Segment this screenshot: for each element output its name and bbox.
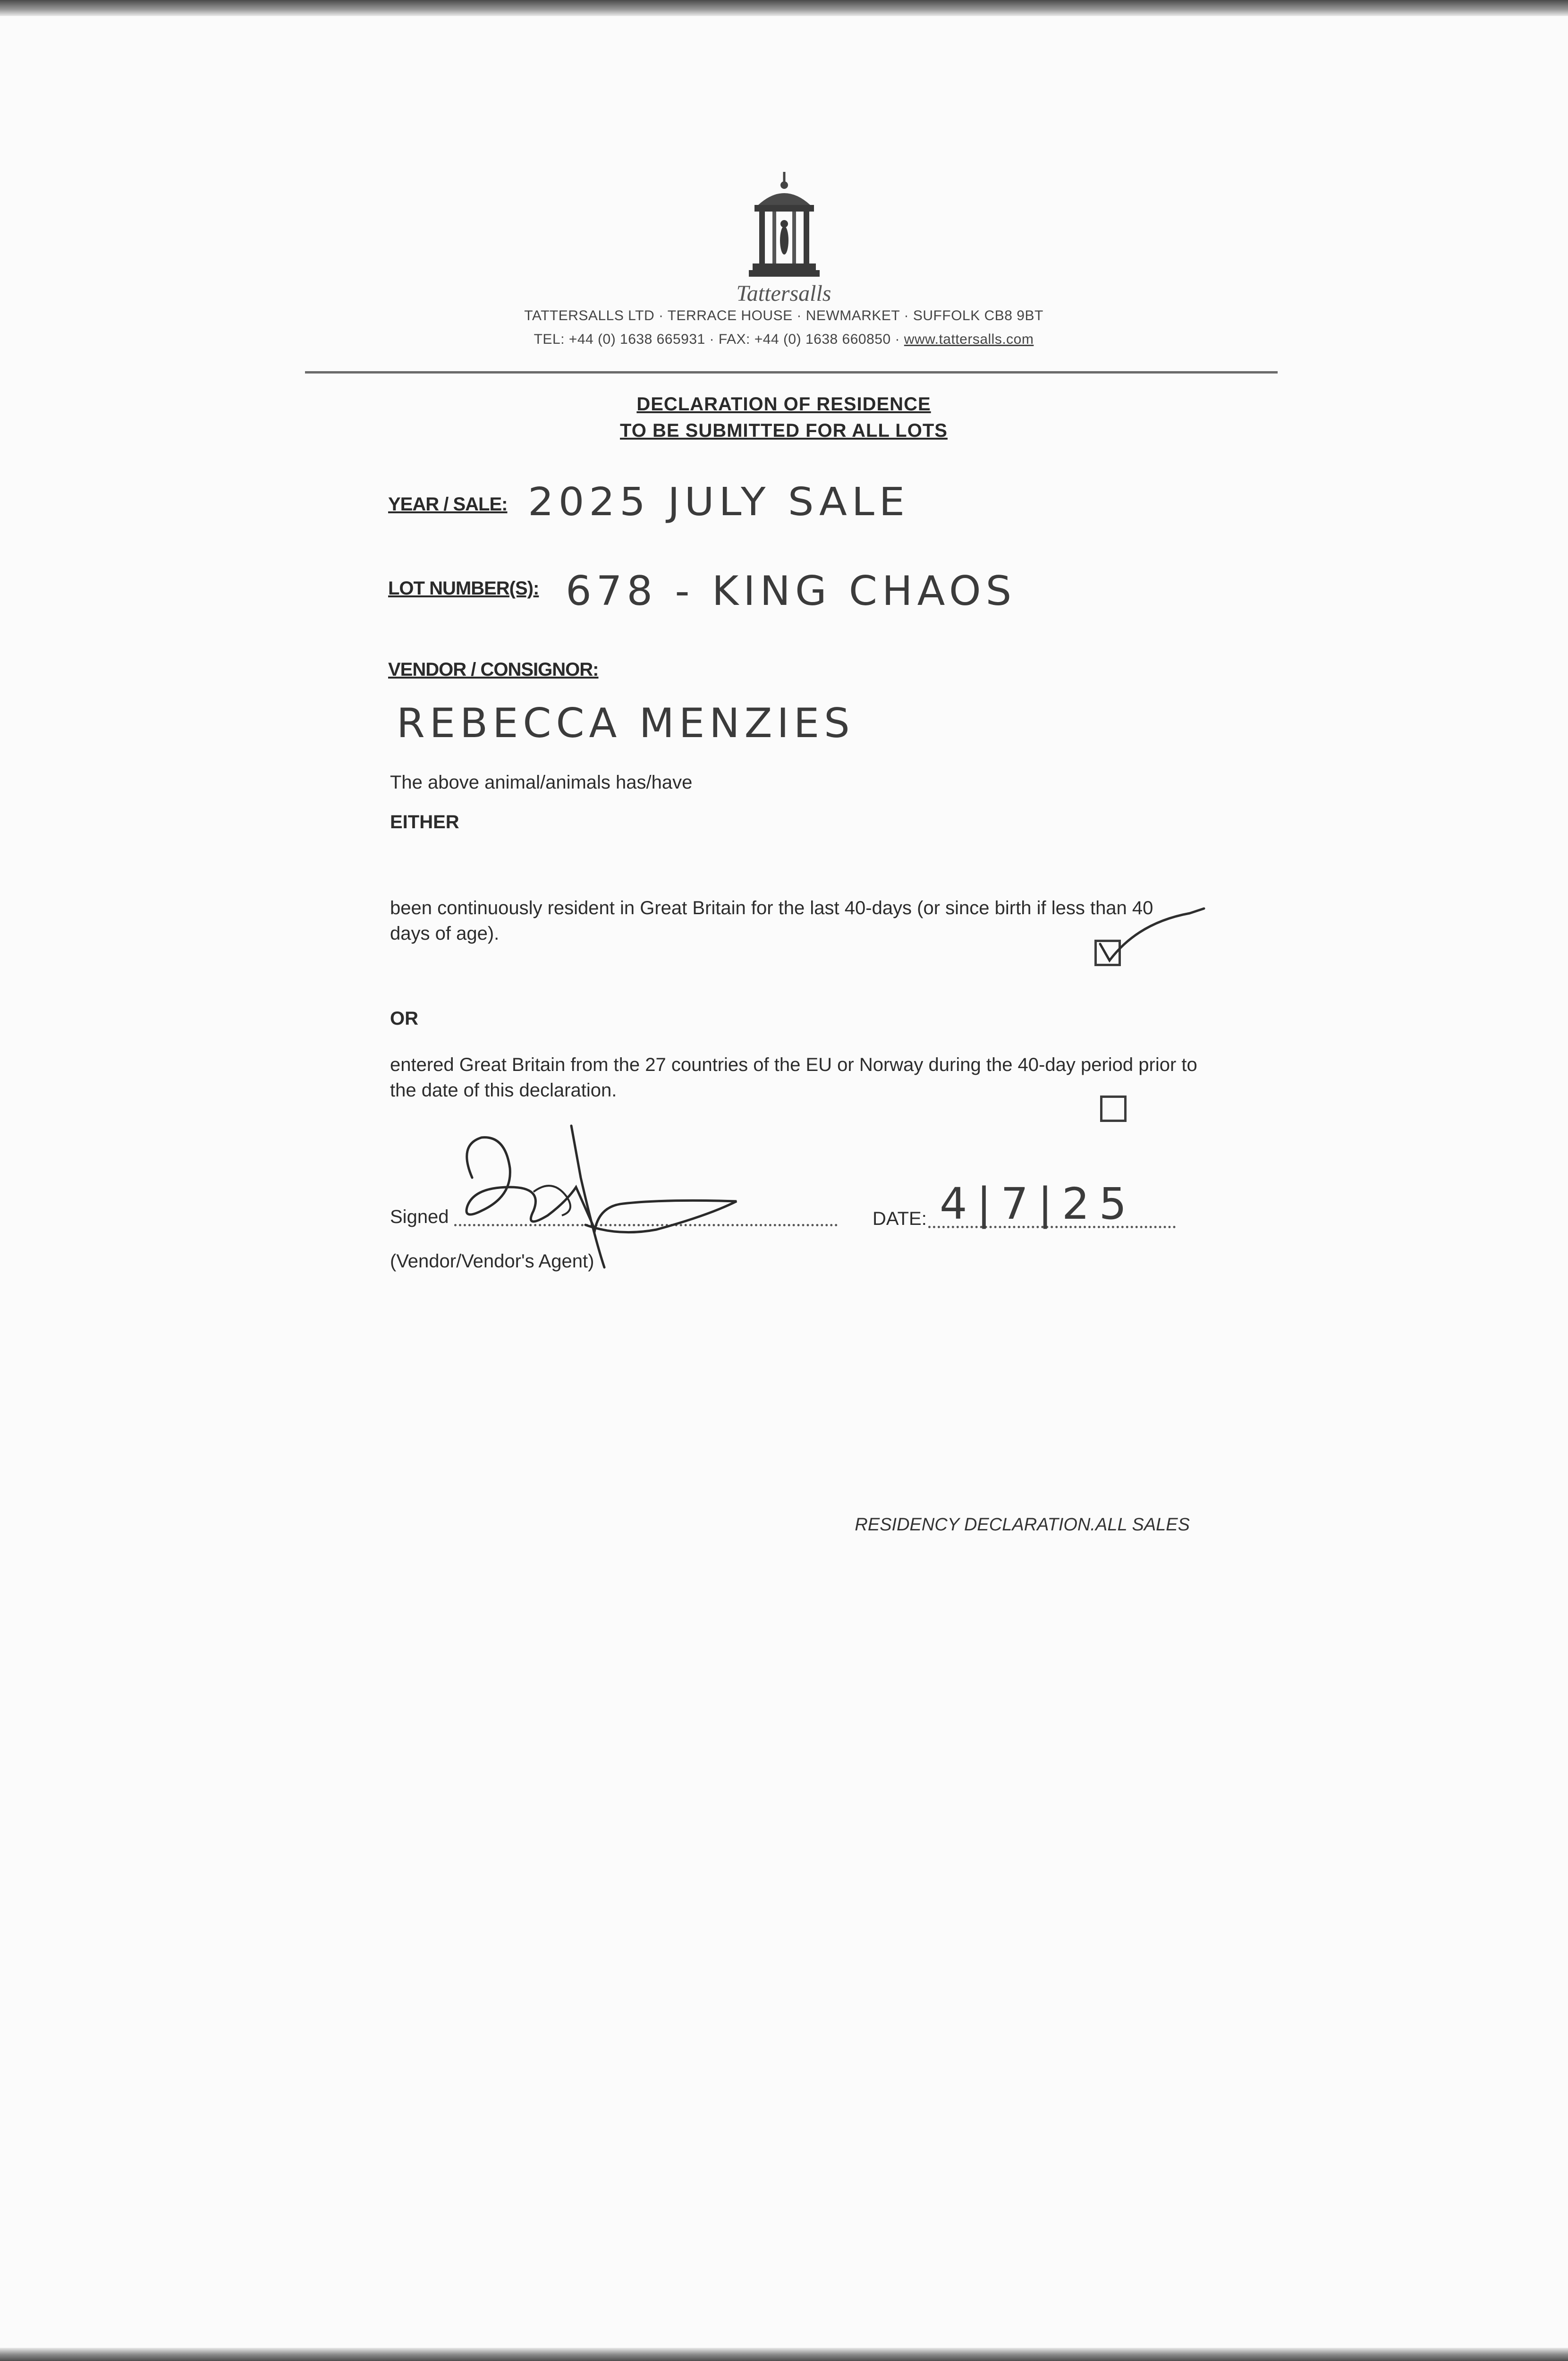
- lot-number-value: 678 - KING CHAOS: [566, 568, 1017, 615]
- scan-edge-bottom: [0, 2348, 1568, 2361]
- signed-label: Signed: [390, 1206, 449, 1227]
- letterhead-contact-numbers: TEL: +44 (0) 1638 665931 · FAX: +44 (0) 1638 660850 ·: [534, 331, 904, 347]
- website-link[interactable]: www.tattersalls.com: [904, 331, 1034, 347]
- or-label: OR: [390, 1008, 418, 1029]
- document-title: DECLARATION OF RESIDENCE: [636, 394, 931, 415]
- form-reference: RESIDENCY DECLARATION.ALL SALES: [855, 1515, 1190, 1535]
- date-label: DATE:: [873, 1208, 927, 1229]
- letterhead-address: TATTERSALLS LTD · TERRACE HOUSE · NEWMARKET · SUFFOLK CB8 9BT: [524, 308, 1043, 323]
- vendor-value: REBECCA MENZIES: [397, 700, 855, 747]
- year-sale-label: YEAR / SALE:: [388, 494, 508, 515]
- document-page: [0, 16, 1568, 2348]
- option2-checkbox[interactable]: [1100, 1096, 1127, 1122]
- vendor-agent-label: (Vendor/Vendor's Agent): [390, 1251, 594, 1272]
- option1-text: been continuously resident in Great Britain for the last 40-days (or since birth if less than 40 days of age).: [390, 898, 1153, 944]
- scan-edge-top: [0, 0, 1568, 16]
- handwritten-signature: [453, 1116, 746, 1267]
- vendor-label: VENDOR / CONSIGNOR:: [388, 659, 599, 680]
- header-divider: [305, 371, 1278, 374]
- option2-text: entered Great Britain from the 27 countries of the EU or Norway during the 40-day period prior to the date of this declaration.: [390, 1054, 1197, 1101]
- statement-intro: The above animal/animals has/have: [390, 772, 693, 793]
- lot-number-label: LOT NUMBER(S):: [388, 578, 539, 599]
- logo-wordmark: Tattersalls: [736, 281, 831, 306]
- letterhead-contact: [425, 331, 1143, 348]
- document-subtitle: TO BE SUBMITTED FOR ALL LOTS: [620, 420, 948, 441]
- tattersalls-logo: [749, 172, 820, 280]
- date-value: 4|7|25: [940, 1179, 1136, 1229]
- either-label: EITHER: [390, 812, 459, 832]
- checkmark-icon: [1095, 894, 1204, 970]
- year-sale-value: 2025 JULY SALE: [528, 480, 910, 525]
